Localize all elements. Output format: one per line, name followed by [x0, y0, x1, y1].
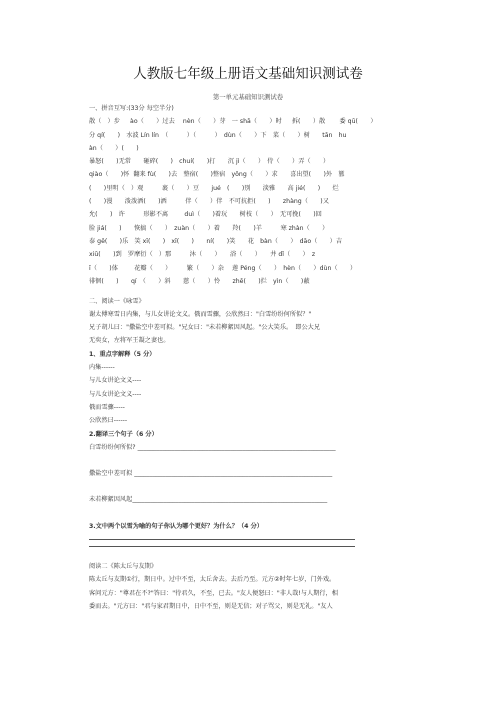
word-item: 俄而雪骤-----	[89, 403, 125, 411]
translate-sentence: 白雪纷纷何所似? ________________________________________________________________	[89, 443, 336, 451]
pinyin-line: 脸 jiá( ) 恢搞（ ） zuàn（ ）着 羚( )羊 寒 zhàn（ ）	[89, 224, 329, 232]
passage-line: 委而去。"元方曰："君与家君期日中，日中不至，则是无信；对子骂父，则是无礼。"友人	[89, 602, 333, 610]
page-title: 人教版七年级上册语文基础知识测试卷	[133, 66, 363, 82]
passage-line: 无奕女，左将军王凝之妻也。	[89, 337, 170, 345]
passage-line: 谢太傅寒雪日内集，与儿女讲论文义。俄而雪骤，公欣然曰："白雪纷纷何所似？"	[89, 310, 312, 318]
pinyin-line: 暴怒( )无常 砸碎( ) chuí( )打 沉 jì（ ） 侍（ ）弄（ ）	[89, 158, 330, 166]
passage-line: 客问元方："尊君在不?"答曰："待君久，不至，已去。"友人便怒曰："非人哉!与人期行，相	[89, 589, 338, 597]
pinyin-line: 泰 gě( )乐 笑 xī( ) xī( ) ní( )笑 花 bàn（ ） dāo（ ）吉	[89, 237, 343, 245]
unit-title: 第一单元基础知识测试卷	[212, 93, 284, 101]
sentence-text: 白雪纷纷何所似?	[89, 443, 136, 451]
pinyin-line: ( )漫 泼泼洒( )洒 伴（ ）伴 不可抗拒( ) zhàng（ )又	[89, 198, 329, 206]
question-1: 1、重点字解释（5 分）	[89, 350, 156, 358]
word-item: 公欣然曰------	[89, 417, 128, 425]
question-2: 2.翻译三个句子（6 分）	[89, 430, 158, 438]
word-item: 与儿女讲论文义----	[89, 390, 142, 398]
passage-line: 兄子胡儿曰："撒盐空中差可拟。"兄女曰："未若柳絮因风起。"公大笑乐。 即公大兄	[89, 324, 321, 332]
pinyin-line: xiū( )到 罗摩衍（ ）那 沐（ ） 浴（ ） 井 dǐ（ ） z	[89, 251, 316, 259]
pinyin-line: ī（ )体 花瓣（ ） 繁（ ）杂 莲 Péng（ ） hèn（ ）dùn（ ）	[89, 264, 357, 272]
answer-line	[89, 540, 355, 547]
word-item: 与儿女讲论文义----	[89, 377, 142, 385]
section-2-heading: 二、阅读一《咏雪》	[89, 297, 145, 305]
pinyin-line: ( )里明（ ）观 裹（ ）豆 jué ( )别 淡雅 高 jié( ) 烂	[89, 184, 339, 192]
pinyin-line: 分 qí( ) 水波 Lín lín （ ）（ ） dùn（ ）下 菜（ ）树 tān hu	[89, 131, 347, 139]
test-body	[89, 102, 409, 613]
pinyin-line: qiào（ )怀 翻来 fù( )去 整宿( )整宿 yōng（ ）求 喜出望( )外 篡	[89, 171, 345, 179]
pinyin-line: 徘徊( ) qí （ ）斜 慈（ ）怜 zhē( )拦 yìn（ )蔽	[89, 277, 310, 285]
section-1-heading: 一、拼音互写:(33分 每空半分)	[89, 105, 174, 112]
pinyin-line: 允( ) 许 形影不离 duì（ )着玩 树枝（ ） 无可挽( )回	[89, 211, 322, 219]
answer-line	[89, 533, 355, 540]
passage-line: 陈太丘与友期①行，期日中。过中不至，太丘舍去。去后乃至。元方②时年七岁，门外戏。	[89, 576, 336, 584]
sentence-text: 未若柳絮因风起	[89, 496, 133, 504]
word-item: 内集------	[89, 364, 115, 372]
sentence-text: 撒盐空中差可拟	[89, 470, 133, 478]
translate-sentence: 撒盐空中差可拟 ________________________________________________________________	[89, 470, 333, 478]
pinyin-line: 散（ ）步 ào（ ）过去 nèn（ ）芽 一 shā（ ）时 拆( ）散 委 qū( ）	[89, 118, 377, 126]
translate-sentence: 未若柳絮因风起_______________________________________________________________	[89, 496, 328, 504]
section-3-heading: 阅读二《陈太丘与友期》	[89, 563, 158, 570]
pinyin-line: àn（ ）( )	[89, 144, 139, 152]
question-3: 3.文中两个以雪为喻的句子你认为哪个更好？为什么？（4 分）	[89, 522, 263, 530]
